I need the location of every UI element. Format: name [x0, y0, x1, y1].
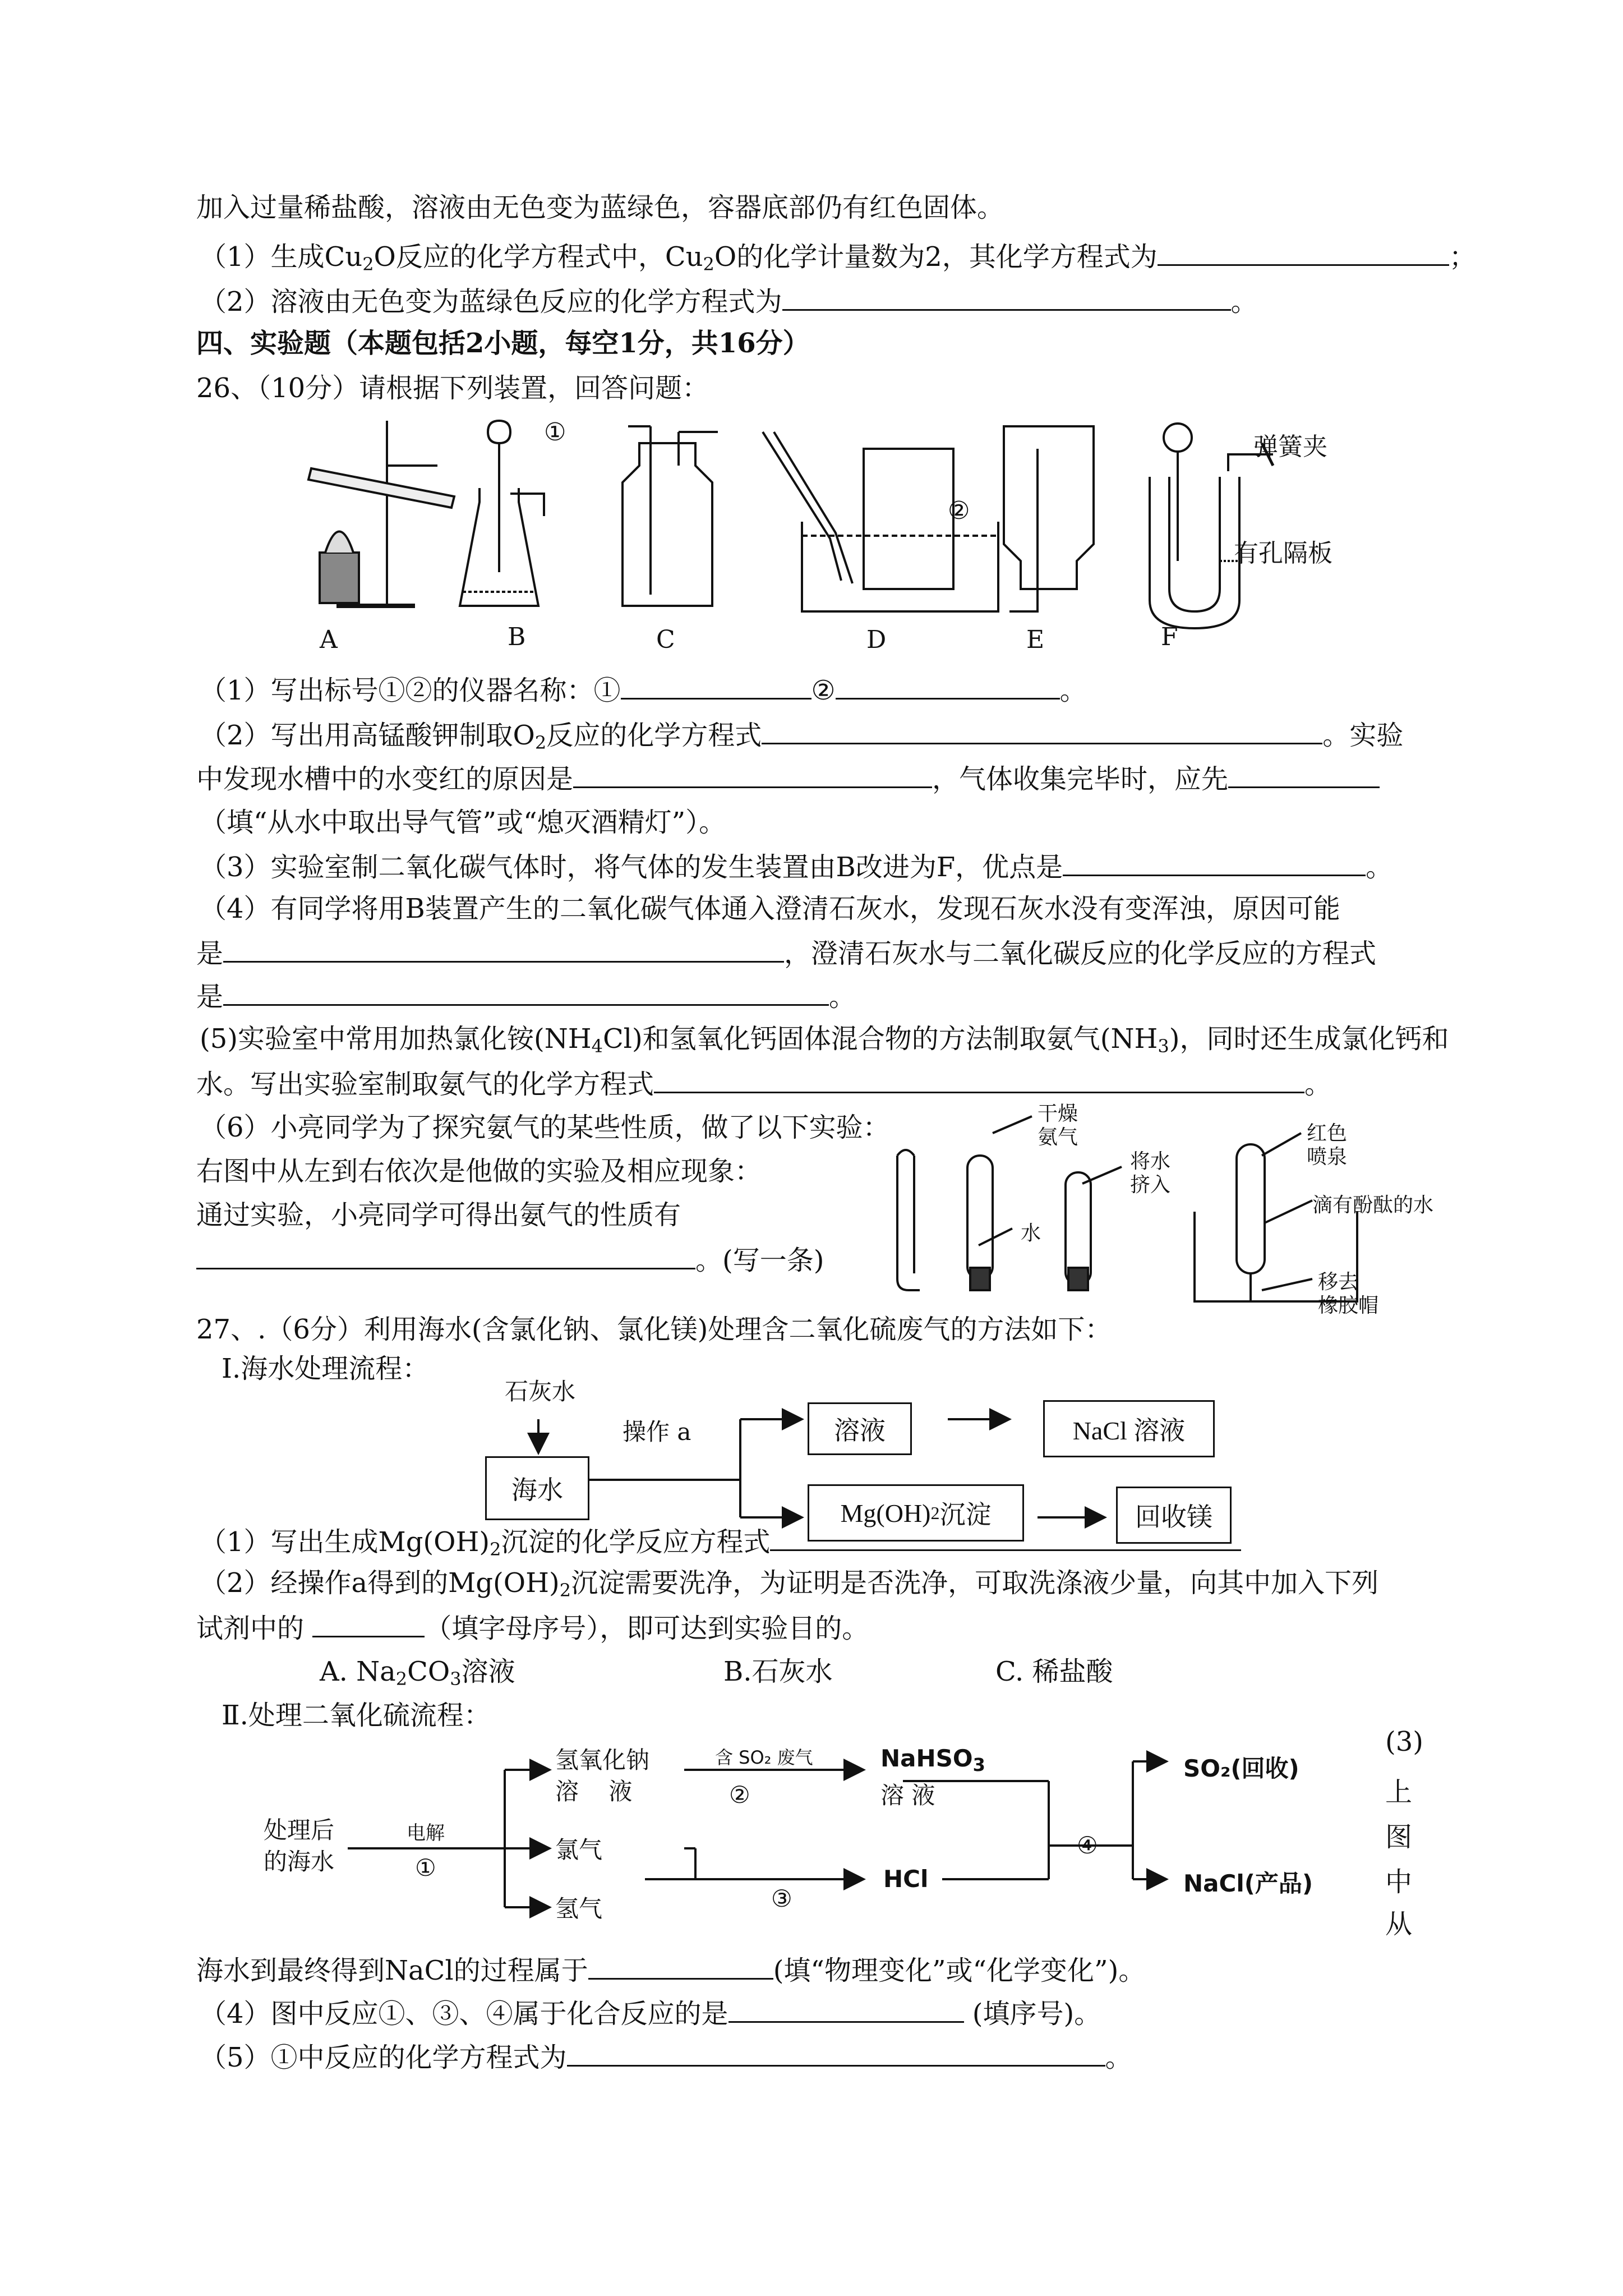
answer-blank[interactable]: [621, 672, 811, 700]
q27-part5: （5）①中反应的化学方程式为 。: [200, 2039, 1132, 2074]
answer-blank[interactable]: [196, 1242, 695, 1269]
q25-line: 加入过量稀盐酸，溶液由无色变为蓝绿色，容器底部仍有红色固体。: [196, 192, 1004, 223]
label-f: F: [1161, 623, 1178, 651]
flow2-c2: ②: [729, 1781, 750, 1809]
q26-title: 26、（10分）请根据下列装置，回答问题：: [196, 372, 709, 404]
q27-title: 27、.（6分）利用海水(含氯化钠、氯化镁)处理含二氧化硫废气的方法如下：: [196, 1314, 1112, 1345]
answer-blank[interactable]: [728, 1995, 964, 2023]
q27-part2-heading: Ⅱ.处理二氧化硫流程：: [222, 1700, 491, 1731]
apparatus-a: [308, 421, 454, 606]
q26-part4-line3: 是 。: [196, 978, 856, 1014]
option-a[interactable]: A. $Na_2CO_3$溶液: [320, 1656, 515, 1690]
flow1-mgoh-box: Mg(OH) 2 沉淀: [808, 1484, 1024, 1542]
clip-label: 弹簧夹: [1253, 432, 1327, 461]
answer-blank[interactable]: [1228, 761, 1380, 788]
flow2-c4: ④: [1077, 1832, 1098, 1859]
q25-part1: （1）生成$Cu_2O$反应的化学方程式中，$Cu_2O$的化学计量数为2，其化学方程式为 ；: [200, 238, 1476, 274]
flow2-hydrogen: 氢气: [555, 1895, 603, 1922]
answer-blank[interactable]: [573, 761, 932, 788]
flow2-electrolysis: 电解: [407, 1822, 445, 1844]
q26-part4: （4）有同学将用B装置产生的二氧化碳气体通入澄清石灰水，发现石灰水没有变浑浊，原因可能: [200, 893, 1340, 924]
flow2-c1: ①: [415, 1854, 436, 1881]
answer-blank[interactable]: [782, 283, 1231, 311]
flow2-nahso3-solution: 溶 液: [880, 1782, 935, 1809]
label-d: D: [866, 625, 887, 654]
q26-part6-line4: 。(写一条): [196, 1242, 824, 1277]
option-c[interactable]: C. 稀盐酸: [995, 1656, 1113, 1687]
flow2-treated-seawater: 处理后 的海水: [264, 1816, 335, 1875]
fig-label-phenol-water: 滴有酚酞的水: [1312, 1194, 1434, 1217]
answer-blank[interactable]: [223, 935, 784, 963]
apparatus-figure: [269, 409, 1380, 662]
flow1-nacl-box: NaCl 溶液: [1043, 1400, 1215, 1457]
mark-2: ②: [948, 496, 970, 525]
q26-part6-line3: 通过实验，小亮同学可得出氨气的性质有: [196, 1199, 681, 1231]
flow1-limewater: 石灰水: [505, 1378, 576, 1405]
q26-part3: （3）实验室制二氧化碳气体时，将气体的发生装置由B改进为F，优点是 。: [200, 849, 1393, 884]
q27-part3: 海水到最终得到NaCl的过程属于 (填“物理变化”或“化学变化”)。: [196, 1952, 1145, 1987]
flow2-so2-gas: 含 SO₂ 废气: [715, 1747, 813, 1768]
fig-label-remove-cap: 移去 橡胶帽: [1318, 1271, 1379, 1317]
flow2-hcl: HCl: [883, 1865, 929, 1893]
answer-blank[interactable]: [588, 1952, 773, 1980]
q26-part6: （6）小亮同学为了探究氨气的某些性质，做了以下实验：: [200, 1112, 890, 1143]
q26-part5: (5)实验室中常用加热氯化铵$(NH_4Cl)$和氢氧化钙固体混合物的方法制取氨气$(NH_3)$，同时还生成氯化钙和: [200, 1023, 1449, 1057]
fig-label-water: 水: [1021, 1222, 1041, 1245]
fig-label-squeeze: 将水 挤入: [1130, 1150, 1171, 1197]
q27-part4: （4）图中反应①、③、④属于化合反应的是 (填序号)。: [200, 1995, 1101, 2031]
mark-1: ①: [544, 418, 566, 447]
side-text-6: 中: [1385, 1866, 1413, 1898]
q27-part1-q2: （2）经操作a得到的$Mg(OH)_2$沉淀需要洗净，为证明是否洗净，可取洗涤液少量，向其中加入下列: [200, 1567, 1379, 1601]
flow1-recover-box: 回收镁: [1116, 1487, 1232, 1544]
flow2-chlorine: 氯气: [555, 1836, 603, 1864]
apparatus-c: [623, 426, 718, 606]
plate-label: 有孔隔板: [1234, 539, 1332, 568]
flow2-so2-recover: SO₂(回收): [1183, 1755, 1299, 1782]
answer-blank[interactable]: [312, 1610, 425, 1637]
q26-part6-line2: 右图中从左到右依次是他做的实验及相应现象：: [196, 1156, 762, 1187]
flow2-nahso3: NaHSO$_3$: [880, 1745, 985, 1775]
side-text-4: 上: [1385, 1777, 1413, 1808]
answer-blank[interactable]: [223, 978, 829, 1006]
flow1-seawater-box: 海水: [485, 1456, 589, 1520]
q26-part5-line2: 水。写出实验室制取氨气的化学方程式 。: [196, 1066, 1331, 1101]
label-a: A: [320, 625, 338, 654]
q27-part1-q2-line2: 试剂中的 （填字母序号），即可达到实验目的。: [196, 1610, 869, 1645]
answer-blank[interactable]: [770, 1524, 1241, 1551]
q26-part2-line3: （填“从水中取出导气管”或“熄灭酒精灯”）。: [200, 807, 726, 838]
q27-part1-heading: Ⅰ.海水处理流程：: [222, 1353, 430, 1384]
answer-blank[interactable]: [654, 1066, 1304, 1093]
fig-label-red-fountain: 红色 喷泉: [1307, 1122, 1348, 1168]
option-b[interactable]: B.石灰水: [723, 1656, 833, 1687]
apparatus-e: [1004, 426, 1094, 611]
side-text-7: 从: [1385, 1908, 1413, 1940]
answer-blank[interactable]: [836, 672, 1060, 700]
flow2-c3: ③: [771, 1885, 792, 1912]
answer-blank[interactable]: [762, 717, 1322, 744]
answer-blank[interactable]: [1158, 238, 1449, 266]
answer-blank[interactable]: [1063, 849, 1366, 876]
flow1-solution-box: 溶液: [808, 1402, 912, 1455]
answer-blank[interactable]: [567, 2039, 1105, 2067]
q25-part2: （2）溶液由无色变为蓝绿色反应的化学方程式为 。: [200, 283, 1258, 319]
q26-part1: （1）写出标号①②的仪器名称：① ② 。: [200, 672, 1087, 707]
label-c: C: [656, 625, 675, 654]
flow2-nacl-product: NaCl(产品): [1183, 1870, 1313, 1897]
label-b: B: [508, 623, 526, 651]
label-e: E: [1026, 625, 1045, 654]
side-text-3: (3): [1385, 1726, 1423, 1757]
section-heading: 四、实验题（本题包括2小题，每空1分，共16分）: [196, 328, 810, 359]
apparatus-b: [460, 421, 544, 606]
q26-part4-line2: 是 ，澄清石灰水与二氧化碳反应的化学反应的方程式: [196, 935, 1376, 970]
q26-part2: （2）写出用高锰酸钾制取$O_2$反应的化学方程式 。实验: [200, 717, 1403, 752]
q27-part1-q1: （1）写出生成$Mg(OH)_2$沉淀的化学反应方程式: [200, 1524, 1241, 1559]
side-text-5: 图: [1385, 1821, 1413, 1853]
q26-part2-line2: 中发现水槽中的水变红的原因是 ，气体收集完毕时，应先: [196, 761, 1380, 796]
fig-label-dry-ammonia: 干燥 氨气: [1038, 1102, 1078, 1149]
flow2-naoh: 氢氧化钠 溶 液: [555, 1746, 650, 1805]
flow1-op-a: 操作 a: [623, 1418, 691, 1446]
